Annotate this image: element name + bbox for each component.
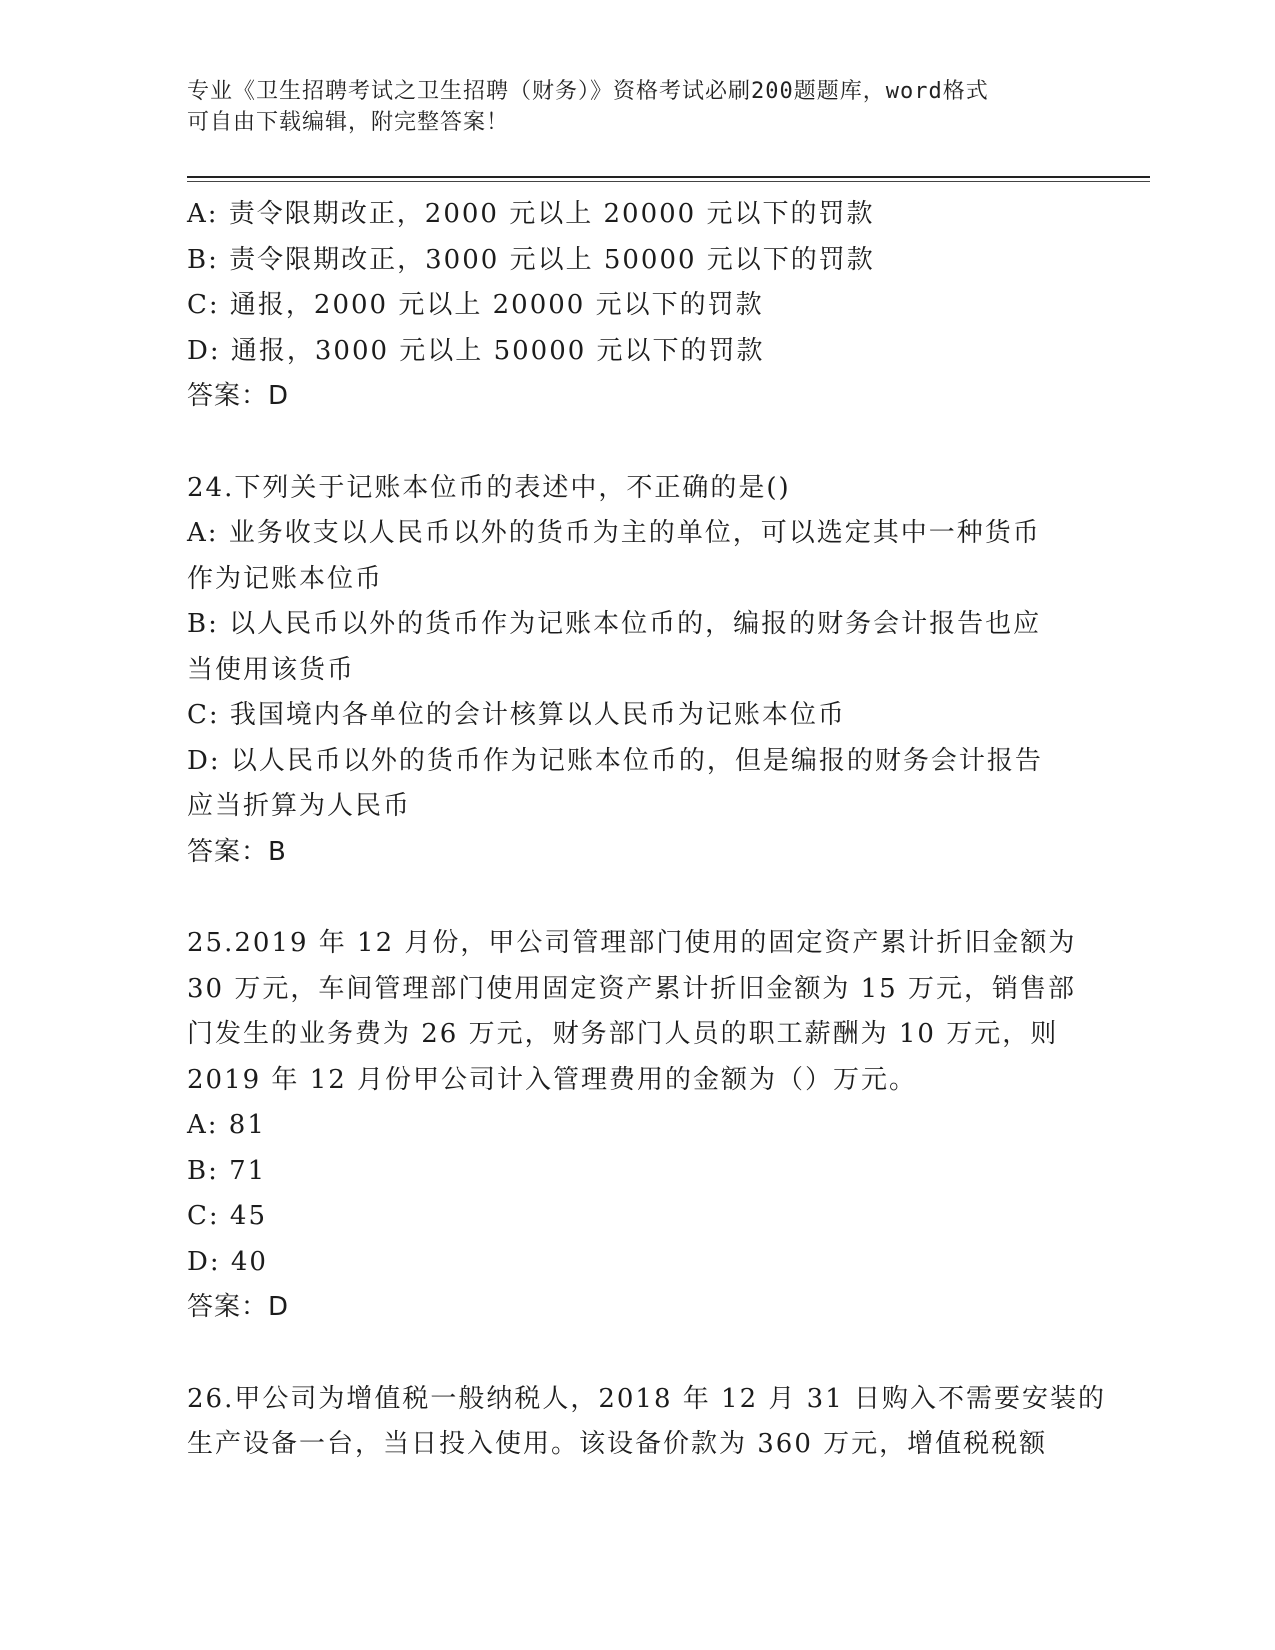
option-a-cont: 作为记账本位币 [187, 563, 384, 594]
question-text-cont: 门发生的业务费为 26 万元，财务部门人员的职工薪酬为 10 万元，则 [187, 1019, 1059, 1049]
option-a: A: 业务收支以人民币以外的货币为主的单位，可以选定其中一种货币 [187, 518, 1041, 548]
option-b: B: 责令限期改正，3000 元以上 50000 元以下的罚款 [187, 244, 875, 275]
option-d: D: 以人民币以外的货币作为记账本位币的，但是编报的财务会计报告 [187, 745, 1043, 776]
answer: 答案：B [187, 836, 287, 867]
answer: 答案：D [187, 1292, 290, 1322]
answer: 答案：D [187, 381, 290, 411]
question-23 [187, 192, 1087, 420]
document-header [187, 76, 1067, 138]
option-d: D: 通报，3000 元以上 50000 元以下的罚款 [187, 335, 765, 366]
question-text: 25.2019 年 12 月份，甲公司管理部门使用的固定资产累计折旧金额为 [187, 928, 1077, 958]
option-b-cont: 当使用该货币 [187, 654, 356, 685]
question-text: 26.甲公司为增值税一般纳税人，2018 年 12 月 31 日购入不需要安装的 [187, 1383, 1107, 1414]
header-rule-thick [187, 176, 1150, 178]
question-text: 24.下列关于记账本位币的表述中，不正确的是() [187, 472, 791, 503]
question-26 [187, 1377, 1107, 1468]
question-text-cont: 2019 年 12 月份甲公司计入管理费用的金额为（）万元。 [187, 1064, 918, 1095]
option-c: C: 45 [187, 1201, 268, 1231]
question-text-cont: 30 万元，车间管理部门使用固定资产累计折旧金额为 15 万元，销售部 [187, 973, 1076, 1004]
option-d: D: 40 [187, 1246, 268, 1277]
option-c: C: 我国境内各单位的会计核算以人民币为记账本位币 [187, 700, 846, 730]
header-rule-thin [187, 181, 1150, 182]
option-a: A: 81 [187, 1110, 266, 1140]
option-d-cont: 应当折算为人民币 [187, 791, 412, 821]
document-body [187, 192, 1107, 1468]
option-a: A: 责令限期改正，2000 元以上 20000 元以下的罚款 [187, 199, 875, 229]
header-line-2: 可自由下载编辑，附完整答案！ [187, 110, 510, 135]
option-b: B: 以人民币以外的货币作为记账本位币的，编报的财务会计报告也应 [187, 609, 1042, 639]
option-b: B: 71 [187, 1155, 267, 1186]
question-24 [187, 466, 1087, 876]
option-c: C: 通报，2000 元以上 20000 元以下的罚款 [187, 290, 764, 320]
question-25 [187, 921, 1087, 1331]
question-text-cont: 生产设备一台，当日投入使用。该设备价款为 360 万元，增值税税额 [187, 1429, 1048, 1459]
header-line-1: 专业《卫生招聘考试之卫生招聘（财务）》资格考试必刷200题题库，word格式 [187, 79, 989, 104]
